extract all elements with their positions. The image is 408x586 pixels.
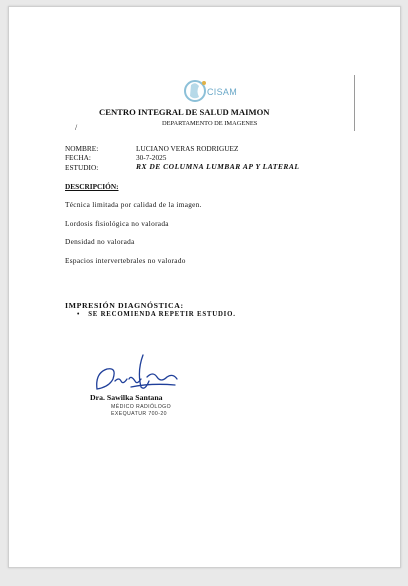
- handwritten-signature-icon: [91, 351, 181, 395]
- signature-title: MÉDICO RADIÓLOGO: [111, 404, 172, 410]
- finding-item: Espacios intervertebrales no valorado: [65, 256, 186, 265]
- date-label: FECHA:: [65, 153, 91, 162]
- header-mark: /: [75, 123, 78, 132]
- report-page: [8, 6, 401, 568]
- signature-exequatur: EXEQUATUR 700-20: [111, 411, 167, 417]
- finding-item: Densidad no valorada: [65, 237, 135, 246]
- date-value: 30-7-2025: [136, 153, 167, 162]
- logo-text: CISAM: [207, 87, 238, 97]
- description-title: DESCRIPCIÓN:: [65, 182, 119, 191]
- study-label: ESTUDIO:: [65, 163, 99, 172]
- department-name: DEPARTAMENTO DE IMAGENES: [162, 120, 258, 127]
- name-value: LUCIANO VERAS RODRIGUEZ: [136, 144, 239, 153]
- divider-line: [354, 75, 355, 131]
- finding-item: Técnica limitada por calidad de la imagen.: [65, 200, 202, 209]
- finding-item: Lordosis fisiológica no valorada: [65, 219, 169, 228]
- signature-name: Dra. Sawilka Santana: [90, 393, 163, 402]
- name-label: NOMBRE:: [65, 144, 99, 153]
- impression-title: IMPRESIÓN DIAGNÓSTICA:: [65, 301, 184, 310]
- study-value: RX DE COLUMNA LUMBAR AP Y LATERAL: [136, 162, 300, 171]
- impression-item: • SE RECOMIENDA REPETIR ESTUDIO.: [77, 311, 236, 318]
- org-name: CENTRO INTEGRAL DE SALUD MAIMON: [99, 107, 270, 117]
